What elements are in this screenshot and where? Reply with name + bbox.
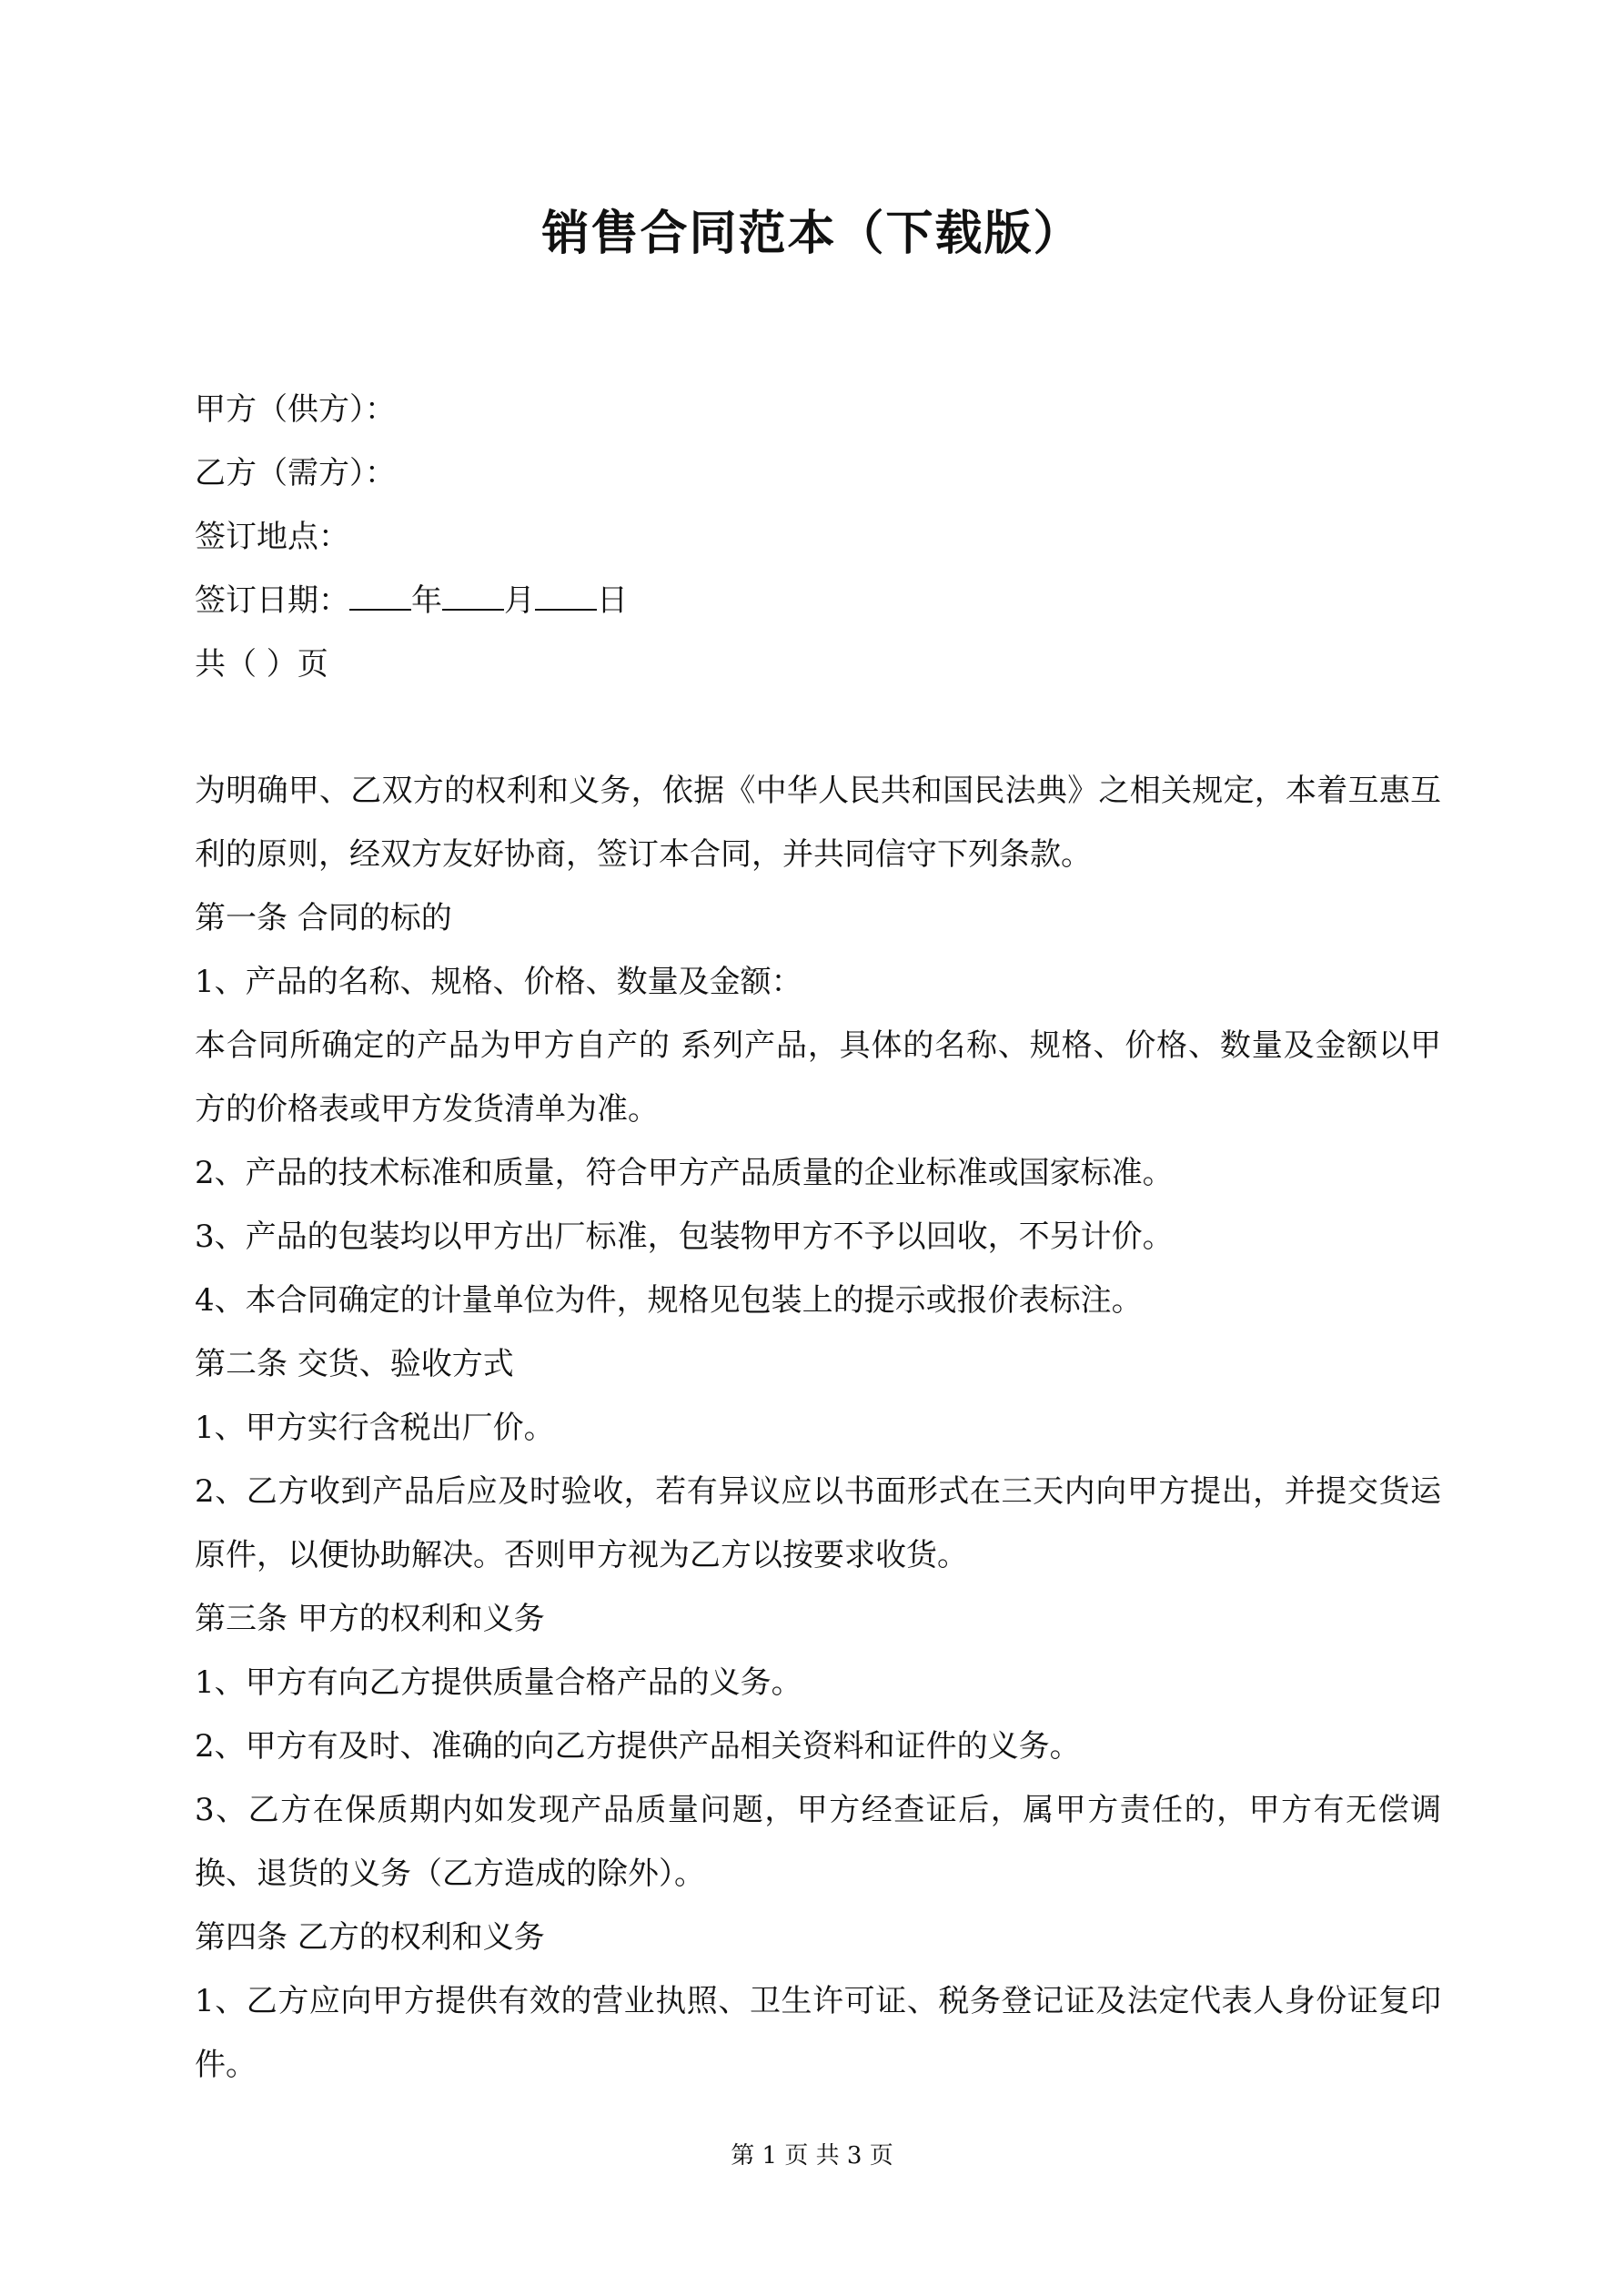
clause-paragraph: 1、乙方应向甲方提供有效的营业执照、卫生许可证、税务登记证及法定代表人身份证复印件。 xyxy=(195,1983,1441,2083)
clause-paragraph: 1、甲方有向乙方提供质量合格产品的义务。 xyxy=(195,1664,802,1701)
article-3-heading: 第三条 甲方的权利和义务 xyxy=(195,1601,545,1637)
clause-paragraph: 1、产品的名称、规格、价格、数量及金额： xyxy=(195,964,802,1000)
sign-date-month: 月 xyxy=(504,582,535,619)
clause-paragraph: 2、乙方收到产品后应及时验收，若有异议应以书面形式在三天内向甲方提出，并提交货运原件，以便协助解决。否则甲方视为乙方以按要求收货。 xyxy=(195,1473,1441,1573)
clause-paragraph: 3、产品的包装均以甲方出厂标准，包装物甲方不予以回收，不另计价。 xyxy=(195,1219,1174,1255)
month-blank xyxy=(442,582,504,611)
day-blank xyxy=(535,582,597,611)
contract-header xyxy=(195,378,1450,696)
article-4-heading: 第四条 乙方的权利和义务 xyxy=(195,1919,545,1956)
clause-paragraph: 2、甲方有及时、准确的向乙方提供产品相关资料和证件的义务。 xyxy=(195,1728,1081,1765)
sign-place-line: 签订地点： xyxy=(195,519,349,555)
document-title: 销售合同范本（下载版） xyxy=(541,207,1083,261)
clause-paragraph: 2、产品的技术标准和质量，符合甲方产品质量的企业标准或国家标准。 xyxy=(195,1155,1174,1191)
sign-date-day: 日 xyxy=(597,582,628,619)
page-total-line: 共（ ）页 xyxy=(195,646,328,683)
clause-paragraph: 4、本合同确定的计量单位为件，规格见包装上的提示或报价表标注。 xyxy=(195,1282,1143,1319)
sign-date-year: 年 xyxy=(411,582,442,619)
year-blank xyxy=(349,582,411,611)
clause-paragraph: 3、乙方在保质期内如发现产品质量问题，甲方经查证后，属甲方责任的，甲方有无偿调换、退货的义务（乙方造成的除外）。 xyxy=(195,1792,1441,1892)
sign-date-line xyxy=(195,569,1450,632)
contract-body xyxy=(195,759,1441,2097)
party-a-line: 甲方（供方）： xyxy=(195,391,396,428)
article-2-heading: 第二条 交货、验收方式 xyxy=(195,1346,514,1382)
article-1-heading: 第一条 合同的标的 xyxy=(195,900,452,936)
party-b-line: 乙方（需方）： xyxy=(195,455,396,491)
sign-date-label: 签订日期： xyxy=(195,582,349,619)
clause-paragraph: 1、甲方实行含税出厂价。 xyxy=(195,1410,555,1446)
page-footer: 第 1 页 共 3 页 xyxy=(731,2142,893,2170)
preamble-paragraph: 为明确甲、乙双方的权利和义务，依据《中华人民共和国民法典》之相关规定，本着互惠互利的原则，经双方友好协商，签订本合同，并共同信守下列条款。 xyxy=(195,773,1441,873)
clause-paragraph: 本合同所确定的产品为甲方自产的 系列产品，具体的名称、规格、价格、数量及金额以甲方的价格表或甲方发货清单为准。 xyxy=(195,1027,1441,1128)
